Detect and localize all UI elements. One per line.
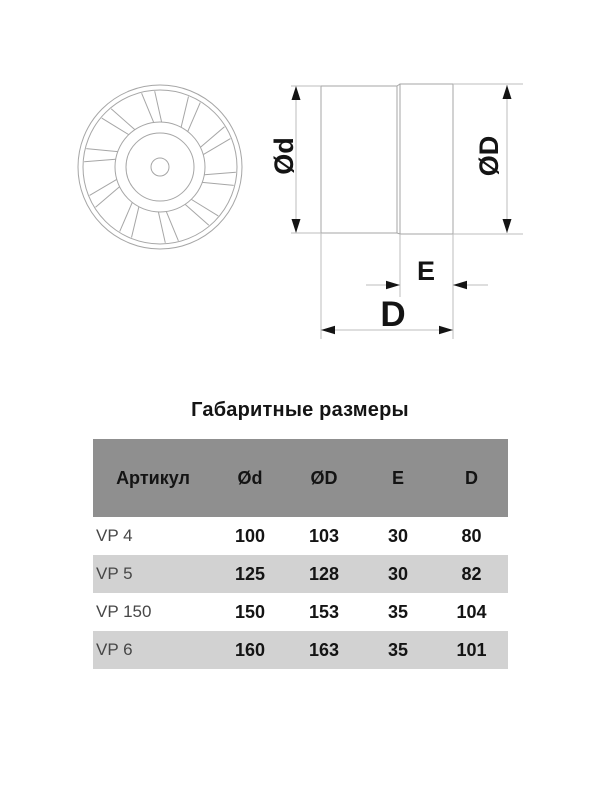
extension-lines: [291, 84, 523, 339]
arrow-down-icon: [503, 219, 512, 233]
od-cell: 100: [234, 525, 266, 546]
arrow-right-icon: [439, 326, 453, 334]
d-cell: 104: [456, 601, 487, 622]
dimensional-drawing: [0, 0, 600, 380]
od-cell: 150: [234, 601, 266, 622]
arrow-up-icon: [503, 85, 512, 99]
fan-hub-circle: [126, 133, 194, 201]
fan-side-view: [321, 84, 453, 234]
fan-front-view: [78, 85, 242, 249]
arrow-up-icon: [292, 86, 301, 100]
oD-cell: 103: [308, 525, 340, 546]
duct-collar-outline: [400, 84, 453, 234]
fan-outer-rim-circle: [78, 85, 242, 249]
dimension-collar-width: [366, 256, 488, 289]
arrow-left-icon: [321, 326, 335, 334]
od-cell: 125: [234, 563, 266, 584]
col-header-od: Ød: [237, 467, 263, 488]
table-row: [93, 555, 508, 593]
oD-cell: 128: [308, 563, 340, 584]
dimensions-table-title: Габаритные размеры: [191, 399, 409, 421]
outer-diameter-label: ØD: [474, 135, 504, 177]
col-header-oD: ØD: [310, 467, 338, 488]
col-header-d: D: [465, 467, 478, 488]
e-cell: 35: [387, 639, 409, 660]
e-cell: 30: [387, 525, 409, 546]
table-row: [93, 517, 508, 555]
arrow-down-icon: [292, 219, 301, 233]
d-cell: 82: [461, 563, 482, 584]
d-cell: 101: [456, 639, 487, 660]
duct-body-outline: [321, 86, 397, 233]
col-header-e: E: [391, 467, 404, 488]
d-cell: 80: [461, 525, 482, 546]
dimension-duct-length: [321, 295, 453, 334]
article-cell: VP 4: [96, 526, 133, 545]
oD-cell: 163: [308, 639, 340, 660]
e-cell: 35: [387, 601, 409, 622]
fan-impeller-blades: [82, 91, 238, 243]
col-header-article: Артикул: [116, 467, 190, 488]
e-cell: 30: [387, 563, 409, 584]
inner-diameter-label: Ød: [269, 137, 299, 175]
article-cell: VP 5: [96, 564, 133, 583]
dimension-inner-diameter: [269, 86, 301, 233]
arrow-left-icon: [453, 281, 467, 289]
table-row: [93, 593, 508, 631]
table-row: [93, 631, 508, 669]
dimension-outer-diameter: [474, 85, 512, 233]
dimensions-table: [93, 439, 508, 669]
article-cell: VP 150: [96, 602, 152, 621]
od-cell: 160: [234, 639, 266, 660]
duct-length-label: D: [380, 295, 406, 334]
arrow-right-icon: [386, 281, 400, 289]
table-header-row: [93, 439, 508, 517]
fan-blade-root-circle: [115, 122, 205, 212]
oD-cell: 153: [308, 601, 340, 622]
collar-width-label: E: [416, 256, 436, 286]
article-cell: VP 6: [96, 640, 133, 659]
fan-axle-hole: [151, 158, 169, 176]
